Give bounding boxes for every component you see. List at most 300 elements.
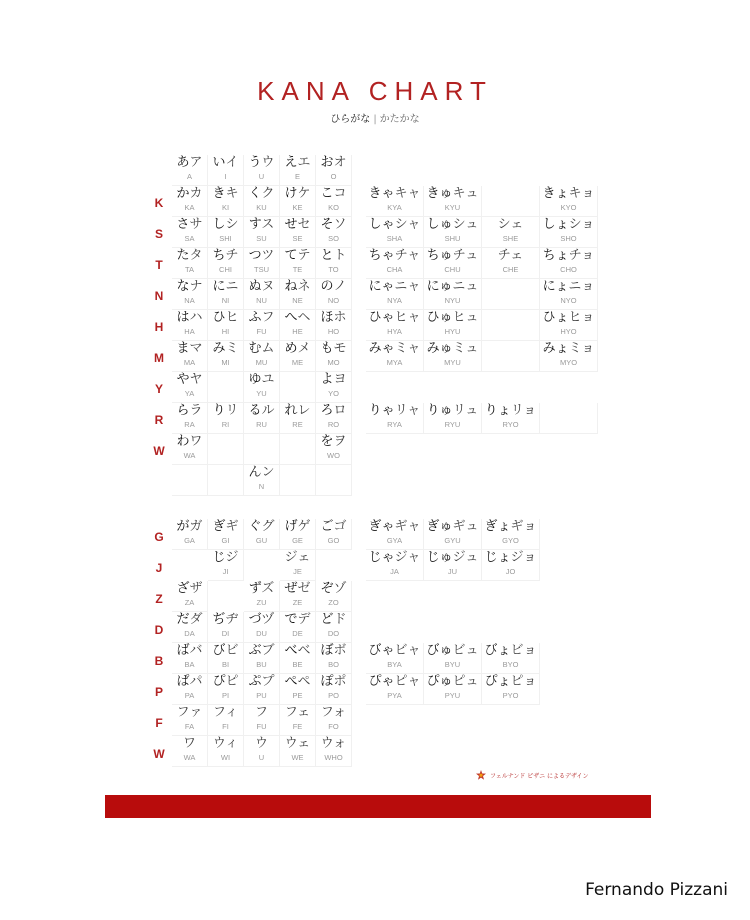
romaji-label: MYA	[386, 358, 403, 367]
hiragana-glyph: ね	[284, 279, 298, 294]
hiragana-glyph: た	[176, 248, 190, 263]
row-label: J	[155, 561, 163, 575]
romaji-label: MA	[183, 358, 196, 367]
kana-cell	[482, 341, 540, 372]
romaji-label: O	[330, 172, 337, 181]
hiragana-glyph: が	[176, 519, 190, 534]
subtitle-separator: |	[373, 114, 377, 125]
katakana-glyph: ス	[261, 217, 275, 232]
kana-glyph	[316, 248, 351, 264]
kana-glyph	[366, 643, 423, 659]
kana-cell	[172, 186, 208, 217]
katakana-glyph: フ	[254, 705, 268, 720]
romaji-label: ZU	[256, 598, 267, 607]
hiragana-glyph: り	[212, 403, 226, 418]
romaji-label: SA	[184, 234, 195, 243]
katakana-glyph: ヘ	[297, 310, 311, 325]
kana-cell	[208, 217, 244, 248]
katakana-glyph: ダ	[189, 612, 203, 627]
katakana-glyph: ブ	[261, 643, 275, 658]
kana-cell	[316, 217, 352, 248]
romaji-label: BA	[184, 660, 195, 669]
kana-cell	[366, 674, 424, 705]
footer-red-bar	[105, 795, 651, 818]
row-label: Z	[155, 592, 163, 606]
hiragana-glyph: びゅ	[426, 643, 453, 658]
credit-text: フェルナンド ピザニ によるデザイン	[490, 772, 589, 780]
hiragana-glyph: へ	[284, 310, 298, 325]
kana-glyph	[208, 341, 243, 357]
kana-cell	[316, 372, 352, 403]
hiragana-glyph: ぬ	[248, 279, 262, 294]
romaji-label: SHA	[386, 234, 403, 243]
kana-glyph	[244, 155, 279, 171]
kana-glyph	[366, 403, 423, 419]
hiragana-glyph: ざ	[176, 581, 190, 596]
kana-cell	[208, 186, 244, 217]
romaji-label: NYO	[560, 296, 577, 305]
kana-glyph	[316, 434, 351, 450]
romaji-label: KE	[292, 203, 303, 212]
hiragana-glyph: に	[212, 279, 226, 294]
romaji-label: GO	[327, 536, 340, 545]
kana-glyph	[424, 519, 481, 535]
katakana-glyph: ヤ	[189, 372, 203, 387]
hiragana-glyph: つ	[248, 248, 262, 263]
romaji-label: KU	[256, 203, 267, 212]
kana-glyph	[208, 612, 243, 628]
kana-cell	[482, 674, 540, 705]
kana-glyph	[208, 736, 243, 752]
katakana-glyph: キュ	[452, 186, 479, 201]
romaji-label: MO	[327, 358, 340, 367]
hiragana-glyph: か	[176, 186, 190, 201]
hiragana-glyph: ぺ	[284, 674, 298, 689]
hiragana-glyph: きゅ	[426, 186, 453, 201]
kana-glyph	[316, 581, 351, 597]
katakana-glyph: レ	[297, 403, 311, 418]
romaji-label: PA	[184, 691, 195, 700]
katakana-glyph: チョ	[568, 248, 595, 263]
romaji-label: SHU	[444, 234, 461, 243]
hiragana-glyph: ひゅ	[426, 310, 453, 325]
katakana-glyph: リュ	[452, 403, 479, 418]
kana-glyph	[424, 310, 481, 326]
kana-glyph	[208, 310, 243, 326]
romaji-label: N	[258, 482, 265, 491]
kana-cell	[244, 310, 280, 341]
kana-glyph	[172, 612, 207, 628]
katakana-glyph: フ	[261, 310, 275, 325]
katakana-glyph: ミ	[225, 341, 239, 356]
hiragana-glyph: け	[284, 186, 298, 201]
romaji-label: DU	[256, 629, 267, 638]
kana-cell	[172, 705, 208, 736]
romaji-label: BYO	[502, 660, 519, 669]
hiragana-glyph: ず	[248, 581, 262, 596]
kana-cell	[244, 612, 280, 643]
kana-glyph	[244, 643, 279, 659]
kana-glyph	[244, 736, 279, 752]
kana-cell	[540, 248, 598, 279]
hiragana-glyph: ちゅ	[426, 248, 453, 263]
kana-cell	[316, 310, 352, 341]
kana-glyph	[316, 519, 351, 535]
kana-cell	[208, 248, 244, 279]
romaji-label: PYU	[444, 691, 461, 700]
kana-cell	[280, 372, 316, 403]
romaji-label: WO	[327, 451, 340, 460]
romaji-label: GYO	[502, 536, 519, 545]
romaji-label: SHI	[219, 234, 232, 243]
kana-cell	[172, 581, 208, 612]
kana-glyph	[424, 279, 481, 295]
kana-cell	[366, 217, 424, 248]
kana-glyph	[316, 674, 351, 690]
kana-glyph	[208, 674, 243, 690]
romaji-label: RA	[184, 420, 195, 429]
hiragana-glyph: づ	[248, 612, 262, 627]
kana-glyph	[172, 519, 207, 535]
katakana-glyph: シュ	[452, 217, 479, 232]
hiragana-glyph: ぷ	[248, 674, 262, 689]
katakana-glyph: イ	[225, 155, 239, 170]
hiragana-glyph: を	[320, 434, 334, 449]
kana-glyph	[172, 310, 207, 326]
hiragana-glyph: の	[320, 279, 334, 294]
katakana-glyph: リョ	[510, 403, 537, 418]
kana-glyph	[316, 217, 351, 233]
katakana-glyph: ゼ	[297, 581, 311, 596]
hiragana-glyph: ど	[320, 612, 334, 627]
kana-cell	[316, 705, 352, 736]
katakana-glyph: ゲ	[297, 519, 311, 534]
katakana-glyph: ド	[333, 612, 347, 627]
katakana-glyph: ン	[261, 465, 275, 480]
katakana-glyph: ツ	[261, 248, 275, 263]
katakana-glyph: ク	[261, 186, 275, 201]
hiragana-glyph: じょ	[484, 550, 511, 565]
kana-cell	[424, 310, 482, 341]
romaji-label: FE	[292, 722, 303, 731]
kana-cell	[244, 403, 280, 434]
kana-cell	[540, 310, 598, 341]
katakana-glyph: ゾ	[333, 581, 347, 596]
kana-cell	[244, 217, 280, 248]
hiragana-glyph: ま	[176, 341, 190, 356]
kana-glyph	[424, 403, 481, 419]
romaji-label: TSU	[254, 265, 269, 274]
kana-cell	[316, 581, 352, 612]
row-label: W	[153, 747, 165, 761]
hiragana-glyph: ひ	[212, 310, 226, 325]
kana-cell	[244, 519, 280, 550]
kana-cell	[208, 155, 244, 186]
kana-cell	[482, 519, 540, 550]
kana-cell	[280, 550, 316, 581]
kana-cell	[208, 279, 244, 310]
kana-glyph	[366, 310, 423, 326]
romaji-label: SO	[328, 234, 339, 243]
hiragana-glyph: ぴゅ	[426, 674, 453, 689]
romaji-label: SE	[292, 234, 303, 243]
katakana-glyph: ガ	[189, 519, 203, 534]
kana-cell	[244, 186, 280, 217]
page-title: KANA CHART	[257, 76, 493, 106]
kana-cell	[208, 310, 244, 341]
kana-glyph	[280, 310, 315, 326]
romaji-label: MYO	[559, 358, 578, 367]
kana-cell	[482, 550, 540, 581]
romaji-label: CHE	[502, 265, 519, 274]
romaji-label: ZA	[184, 598, 195, 607]
kana-glyph	[280, 519, 315, 535]
romaji-label: JI	[222, 567, 229, 576]
romaji-label: WHO	[324, 753, 343, 762]
katakana-glyph: テ	[297, 248, 311, 263]
row-label: T	[155, 258, 163, 272]
kana-cell	[366, 310, 424, 341]
kana-glyph	[208, 705, 243, 721]
kana-glyph	[540, 186, 597, 202]
kana-cell	[482, 403, 540, 434]
kana-glyph	[424, 341, 481, 357]
kana-cell	[280, 279, 316, 310]
kana-glyph	[366, 674, 423, 690]
hiragana-glyph: ふ	[248, 310, 262, 325]
hiragana-glyph: にゅ	[426, 279, 453, 294]
kana-cell	[208, 705, 244, 736]
romaji-label: TO	[328, 265, 339, 274]
romaji-label: JA	[390, 567, 399, 576]
katakana-glyph: チュ	[452, 248, 479, 263]
katakana-glyph: シェ	[497, 217, 524, 232]
katakana-glyph: ヌ	[261, 279, 275, 294]
katakana-glyph: ビャ	[394, 643, 421, 658]
hiragana-glyph: じ	[212, 550, 226, 565]
kana-glyph	[482, 519, 539, 535]
hiragana-glyph: れ	[284, 403, 298, 418]
kana-glyph	[540, 248, 597, 264]
hiragana-glyph: しゅ	[426, 217, 453, 232]
katakana-glyph: ズ	[261, 581, 275, 596]
row-label: R	[154, 413, 164, 427]
kana-cell	[244, 372, 280, 403]
katakana-glyph: ミュ	[452, 341, 479, 356]
katakana-glyph: ベ	[297, 643, 311, 658]
kana-cell	[172, 643, 208, 674]
kana-cell	[208, 465, 244, 496]
katakana-glyph: ラ	[189, 403, 203, 418]
kana-cell	[208, 674, 244, 705]
hiragana-glyph: め	[284, 341, 298, 356]
kana-cell	[244, 434, 280, 465]
kana-cell	[244, 248, 280, 279]
kana-cell	[208, 519, 244, 550]
katakana-glyph: フェ	[284, 705, 311, 720]
hiragana-glyph: ぼ	[320, 643, 334, 658]
katakana-glyph: シャ	[394, 217, 421, 232]
katakana-glyph: ヲ	[333, 434, 347, 449]
hiragana-glyph: そ	[320, 217, 334, 232]
hiragana-glyph: ちょ	[542, 248, 569, 263]
katakana-glyph: ヒャ	[394, 310, 421, 325]
kana-glyph	[316, 705, 351, 721]
romaji-label: SHO	[560, 234, 577, 243]
kana-glyph	[280, 736, 315, 752]
romaji-label: PYA	[387, 691, 402, 700]
kana-cell	[366, 519, 424, 550]
romaji-label: E	[294, 172, 300, 181]
kana-glyph	[540, 310, 597, 326]
kana-cell	[540, 217, 598, 248]
romaji-label: TA	[184, 265, 195, 274]
hiragana-glyph: こ	[320, 186, 334, 201]
kana-glyph	[280, 581, 315, 597]
kana-glyph	[482, 403, 539, 419]
kana-cell	[316, 403, 352, 434]
katakana-glyph: オ	[333, 155, 347, 170]
katakana-glyph: グ	[261, 519, 275, 534]
hiragana-glyph: も	[320, 341, 334, 356]
hiragana-glyph: ぱ	[176, 674, 190, 689]
subtitle-katakana: かたかな	[379, 114, 420, 125]
kana-cell	[424, 674, 482, 705]
romaji-label: HO	[327, 327, 340, 336]
romaji-label: KYA	[387, 203, 402, 212]
kana-glyph	[366, 519, 423, 535]
kana-glyph	[244, 465, 279, 481]
row-label: S	[154, 227, 163, 241]
katakana-glyph: ファ	[176, 705, 203, 720]
kana-glyph	[316, 186, 351, 202]
katakana-glyph: ヅ	[261, 612, 275, 627]
hiragana-glyph: りょ	[484, 403, 511, 418]
katakana-glyph: セ	[297, 217, 311, 232]
kana-cell	[482, 217, 540, 248]
romaji-label: FI	[222, 722, 229, 731]
hiragana-glyph: りゅ	[426, 403, 453, 418]
kana-glyph	[208, 403, 243, 419]
hiragana-glyph: ば	[176, 643, 190, 658]
hiragana-glyph: ぎゅ	[426, 519, 453, 534]
romaji-label: HYO	[560, 327, 577, 336]
kana-glyph	[244, 310, 279, 326]
katakana-glyph: ジュ	[452, 550, 479, 565]
kana-glyph	[172, 581, 207, 597]
romaji-label: DE	[292, 629, 303, 638]
katakana-glyph: エ	[297, 155, 311, 170]
katakana-glyph: カ	[189, 186, 203, 201]
katakana-glyph: ト	[333, 248, 347, 263]
kana-cell	[244, 279, 280, 310]
kana-glyph	[280, 612, 315, 628]
kana-glyph	[316, 403, 351, 419]
kana-glyph	[280, 217, 315, 233]
katakana-glyph: ケ	[297, 186, 311, 201]
katakana-glyph: コ	[333, 186, 347, 201]
romaji-label: PO	[328, 691, 339, 700]
kana-glyph	[482, 550, 539, 566]
romaji-label: KYU	[444, 203, 461, 212]
katakana-glyph: ロ	[333, 403, 347, 418]
kana-cell	[366, 643, 424, 674]
katakana-glyph: ナ	[189, 279, 203, 294]
romaji-label: RYA	[387, 420, 402, 429]
kana-glyph	[244, 403, 279, 419]
kana-cell	[172, 341, 208, 372]
hiragana-glyph: で	[284, 612, 298, 627]
hiragana-glyph: みゃ	[368, 341, 395, 356]
kana-glyph	[424, 674, 481, 690]
kana-glyph	[424, 186, 481, 202]
romaji-label: CHI	[219, 265, 232, 274]
kana-glyph	[208, 155, 243, 171]
hiragana-glyph: と	[320, 248, 334, 263]
romaji-label: KA	[184, 203, 195, 212]
katakana-glyph: ル	[261, 403, 275, 418]
hiragana-glyph: ちゃ	[368, 248, 395, 263]
romaji-label: GU	[255, 536, 268, 545]
kana-glyph	[244, 612, 279, 628]
kana-cell	[316, 643, 352, 674]
kana-glyph	[316, 372, 351, 388]
kana-cell	[208, 643, 244, 674]
row-label: D	[154, 623, 164, 637]
hiragana-glyph: じゃ	[368, 550, 395, 565]
kana-cell	[172, 434, 208, 465]
kana-glyph	[172, 736, 207, 752]
hiragana-glyph: しゃ	[368, 217, 395, 232]
kana-cell	[424, 248, 482, 279]
katakana-glyph: ニ	[225, 279, 239, 294]
kana-glyph	[540, 217, 597, 233]
kana-glyph	[172, 217, 207, 233]
romaji-label: JU	[447, 567, 458, 576]
kana-cell	[172, 674, 208, 705]
kana-glyph	[366, 341, 423, 357]
kana-cell	[244, 581, 280, 612]
katakana-glyph: フォ	[320, 705, 347, 720]
katakana-glyph: マ	[189, 341, 203, 356]
kana-glyph	[316, 279, 351, 295]
katakana-glyph: ビュ	[452, 643, 479, 658]
kana-cell	[424, 643, 482, 674]
kana-cell	[280, 217, 316, 248]
hiragana-glyph: ゆ	[248, 372, 262, 387]
hiragana-glyph: く	[248, 186, 262, 201]
kana-cell	[316, 736, 352, 767]
kana-glyph	[280, 155, 315, 171]
kana-cell	[280, 403, 316, 434]
katakana-glyph: ピョ	[510, 674, 537, 689]
katakana-glyph: ビョ	[510, 643, 537, 658]
kana-glyph	[366, 217, 423, 233]
romaji-label: JE	[293, 567, 302, 576]
hiragana-glyph: ぽ	[320, 674, 334, 689]
romaji-label: NE	[292, 296, 303, 305]
katakana-glyph: チャ	[394, 248, 421, 263]
kana-cell	[366, 279, 424, 310]
hiragana-glyph: ん	[248, 465, 262, 480]
kana-cell	[244, 643, 280, 674]
kana-cell	[482, 310, 540, 341]
katakana-glyph: ミャ	[394, 341, 421, 356]
kana-cell	[244, 736, 280, 767]
kana-cell	[280, 248, 316, 279]
hiragana-glyph: さ	[176, 217, 190, 232]
kana-glyph	[280, 643, 315, 659]
